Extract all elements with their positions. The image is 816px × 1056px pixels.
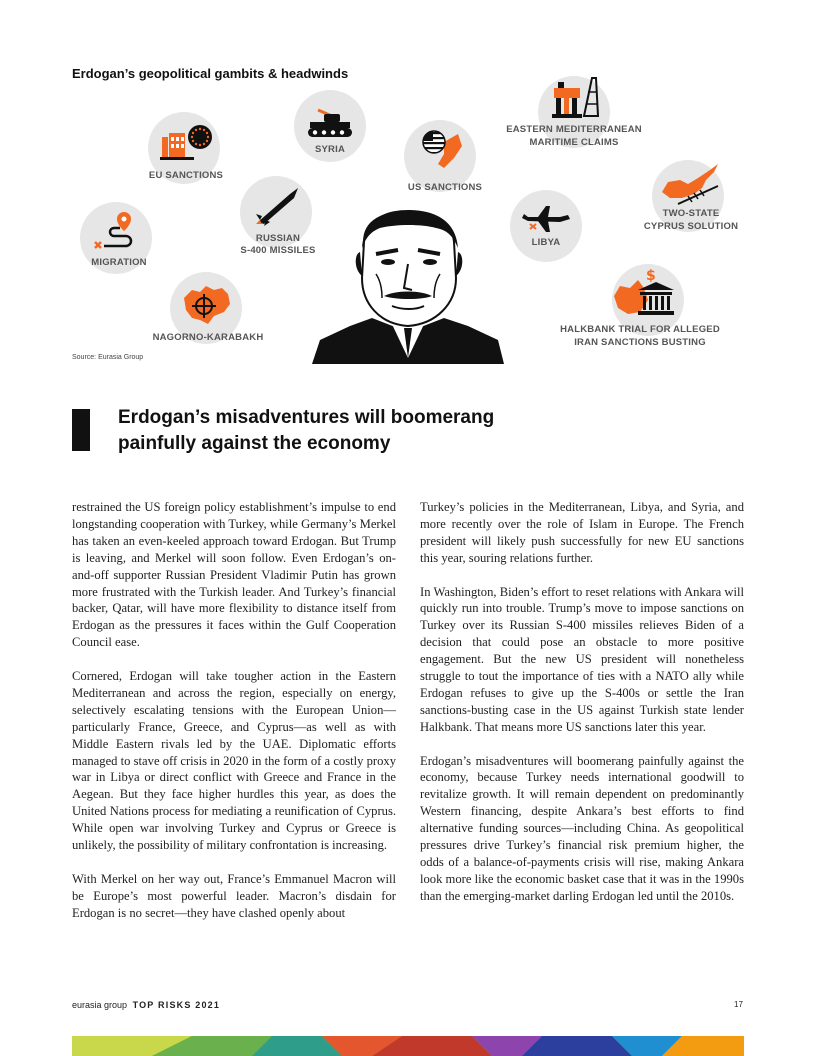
halkbank-label-line1: HALKBANK TRIAL FOR ALLEGED — [560, 324, 720, 335]
erdogan-portrait-illustration — [312, 208, 504, 364]
page-number: 17 — [734, 1000, 743, 1009]
figure-source: Source: Eurasia Group — [72, 354, 144, 361]
us-turkey-icon — [420, 128, 464, 172]
migration-path-icon — [92, 210, 136, 254]
migration-label: MIGRATION — [91, 257, 147, 268]
paragraph: restrained the US foreign policy establishment’s impulse to end longstanding cooperation with Turkey, while Germany’s Merkel has taken an even-keeled approach toward Erdogan. But Trump is leaving, and Merkel will soon follow. Even Erdogan’s on-and-off supporter Russian President Vladimir Putin has grown more frustrated with the Turkish leader. And Turkey’s financial backer, Qatar, will have more flexibility to distance itself from Erdogan as the pressures it faces within the Gulf Cooperation Council ease. — [72, 500, 396, 650]
figure-title: Erdogan’s geopolitical gambits & headwinds — [72, 66, 349, 81]
syria-label: SYRIA — [314, 144, 346, 155]
cyprus-label-line1: TWO-STATE — [662, 208, 720, 219]
left-column — [72, 499, 396, 939]
karabakh-map-icon — [178, 282, 234, 326]
heading-bar — [72, 409, 90, 451]
halkbank-label-line2: IRAN SANCTIONS BUSTING — [574, 337, 706, 348]
paragraph: In Washington, Biden’s effort to reset relations with Ankara will quickly run into trouble. Trump’s move to impose sanctions on Turkey over its Russian S-400 missiles relieves Biden of a decision that could pose an obstacle to more positive engagement. But the new US president will nonetheless struggle to tout the importance of ties with a NATO ally while Erdogan refuses to give up the S-400s or settle the Iran sanctions-busting case in the US against Turkish state lender Halkbank. That means more US sanctions later this year. — [420, 584, 744, 734]
eu-building-icon — [160, 121, 216, 163]
libya-label: LIBYA — [531, 237, 561, 248]
eastmed-label-line1: EASTERN MEDITERRANEAN — [506, 124, 642, 135]
missile-icon — [252, 186, 300, 226]
drone-icon — [520, 204, 572, 234]
svg-text:$: $ — [646, 268, 656, 284]
eu-sanctions-label: EU SANCTIONS — [148, 170, 224, 181]
paragraph: Erdogan’s misadventures will boomerang painfully against the economy, because Turkey needs international goodwill to revitalize growth. It will remain dependent on predominantly Western financing, despite Ankara’s best efforts to find alternative funding sources—including China. As geopolitical pressures drive Turkey’s financial risk premium higher, the odds of a balance-of-payments crisis will rise, making Ankara look more like the economic basket case that it was in the 1990s than the emerging-market darling Erdogan led until the 2010s. — [420, 753, 744, 903]
bank-iran-icon — [610, 266, 674, 322]
section-heading-line1: Erdogan’s misadventures will boomerang — [118, 407, 495, 428]
section-heading — [118, 405, 494, 457]
paragraph: With Merkel on her way out, France’s Emmanuel Macron will be Europe’s most powerful leader. Macron’s disdain for Erdogan is no secret—they have clashed openly about — [72, 871, 396, 920]
us-sanctions-label: US SANCTIONS — [407, 182, 483, 193]
karabakh-label: NAGORNO-KARABAKH — [152, 332, 264, 343]
footer-brand — [72, 1000, 220, 1010]
decorative-color-strip — [72, 1036, 744, 1056]
footer-report-title: TOP RISKS 2021 — [132, 1000, 221, 1010]
paragraph: Cornered, Erdogan will take tougher action in the Eastern Mediterranean and across the region, especially on energy, selectively escalating tensions with the European Union—particularly France, Greece, and Cyprus—as well as with Middle Eastern rivals led by the UAE. Diplomatic efforts managed to stave off crisis in 2020 in the form of a costly proxy war in Libya or direct conflict with Greece and France in the Aegean. But they face higher hurdles this year, as does the United Nations process for mediating a reunification of Cyprus. While open war involving Turkey and Cyprus or Greece is unlikely, the possibility of military confrontation is increasing. — [72, 669, 396, 853]
section-heading-line2: painfully against the economy — [118, 433, 391, 454]
footer-brand-name: eurasia group — [72, 1000, 128, 1010]
russia-label-line2: S-400 MISSILES — [240, 245, 316, 256]
cyprus-map-icon — [658, 162, 722, 210]
paragraph: Turkey’s policies in the Mediterranean, Libya, and Syria, and more recently over the role of Islam in Europe. The French president will likely push successfully for new EU sanctions this year, souring relations further. — [420, 500, 744, 565]
tank-icon — [306, 106, 354, 140]
eastmed-label-line2: MARITIME CLAIMS — [529, 137, 619, 148]
right-column — [420, 499, 744, 922]
russia-label-line1: RUSSIAN — [255, 233, 301, 244]
cyprus-label-line2: CYPRUS SOLUTION — [643, 221, 739, 232]
oil-rig-icon — [548, 74, 600, 124]
